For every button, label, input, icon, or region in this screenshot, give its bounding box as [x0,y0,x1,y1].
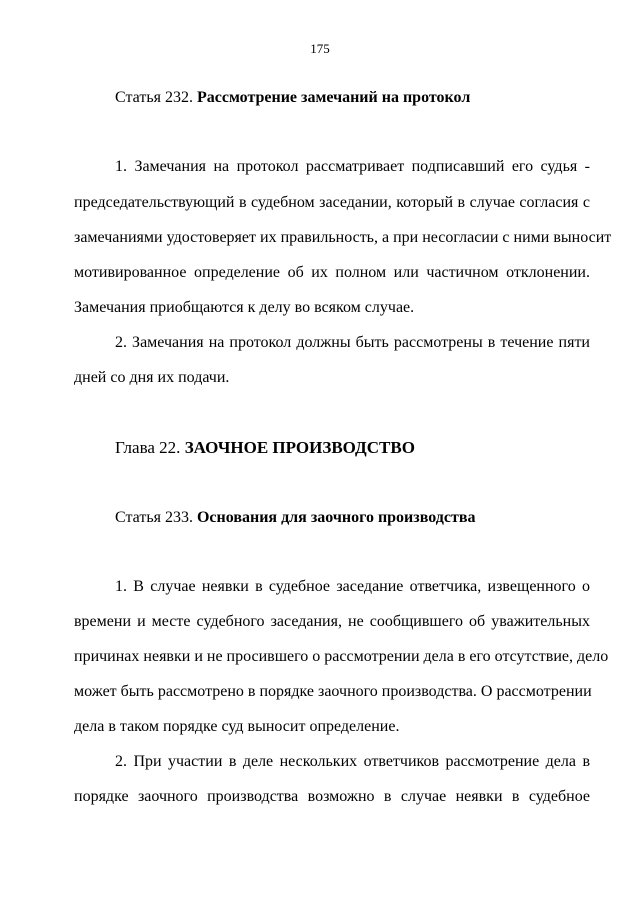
article-232-line-6: 2. Замечания на протокол должны быть рассмотрены в течение пяти [115,334,590,351]
article-233-line-5: дела в таком порядке суд выносит определение. [74,718,400,735]
article-233-label: Статья 233. [115,509,193,526]
article-233-title: Основания для заочного производства [196,509,476,526]
article-232-line-1: 1. Замечания на протокол рассматривает подписавший его судья - [115,158,590,175]
article-233-line-1: 1. В случае неявки в судебное заседание ответчика, извещенного о [115,578,590,595]
article-232-line-4: мотивированное определение об их полном или частичном отклонении. [74,264,590,281]
article-232-line-3: замечаниями удостоверяет их правильность, а при несогласии с ними выносит [74,229,612,246]
article-233-heading [115,508,475,528]
article-233-line-7: порядке заочного производства возможно в случае неявки в судебное [74,788,590,805]
chapter-22-title: ЗАОЧНОЕ ПРОИЗВОДСТВО [184,438,415,457]
article-232-title: Рассмотрение замечаний на протокол [196,89,471,106]
article-232-line-7: дней со дня их подачи. [74,369,230,386]
article-232-heading [115,88,470,108]
chapter-22-label: Глава 22. [115,438,181,457]
article-233-line-4: может быть рассмотрено в порядке заочного производства. О рассмотрении [74,683,592,700]
article-232-line-5: Замечания приобщаются к делу во всяком случае. [74,299,415,316]
chapter-22-heading [115,438,415,458]
article-233-line-3: причинах неявки и не просившего о рассмотрении дела в его отсутствие, дело [74,648,609,665]
article-232-line-2: председательствующий в судебном заседании, который в случае согласия с [74,194,590,211]
article-233-line-6: 2. При участии в деле нескольких ответчиков рассмотрение дела в [115,753,590,770]
article-233-line-2: времени и месте судебного заседания, не сообщившего об уважительных [74,613,590,630]
article-232-label: Статья 232. [115,89,193,106]
page-number: 175 [310,41,330,56]
